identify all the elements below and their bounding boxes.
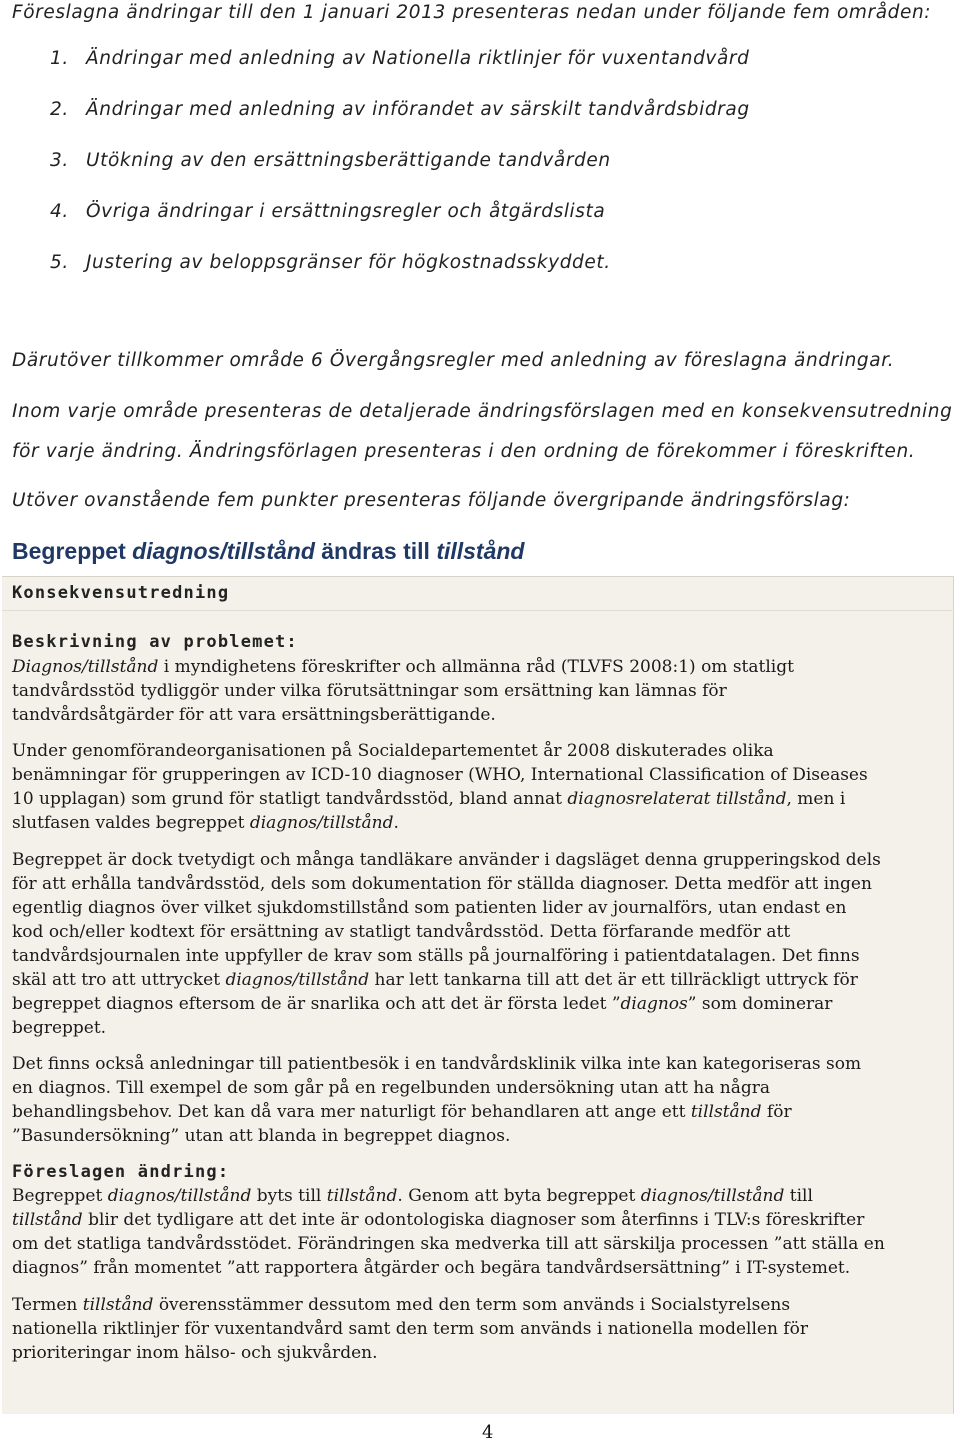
paragraph: Termen tillstånd överensstämmer dessutom med den term som används i Socialstyrelsens nationella riktlinjer för vuxentandvård samt den term som används i nationella modellen för prioriteringar inom hälso- och sjukvården.	[12, 1295, 808, 1363]
list-number: 3.	[50, 150, 69, 171]
box-border	[2, 576, 954, 577]
box-border	[953, 576, 954, 1414]
heading-text: Begreppet	[12, 538, 133, 564]
list-text: Övriga ändringar i ersättningsregler och åtgärdslista	[86, 201, 606, 222]
problem-description-label: Beskrivning av problemet:	[12, 632, 298, 652]
list-item	[50, 150, 611, 171]
heading-text: ändras till	[314, 538, 437, 564]
list-number: 4.	[50, 201, 69, 222]
intro-lead: Föreslagna ändringar till den 1 januari 2013 presenteras nedan under följande fem områden:	[12, 2, 932, 23]
list-number: 2.	[50, 99, 69, 120]
list-text: Justering av beloppsgränser för högkostnadsskyddet.	[86, 252, 611, 273]
list-item	[50, 99, 750, 120]
section-heading	[12, 538, 524, 565]
impact-assessment-label: Konsekvensutredning	[12, 583, 230, 603]
paragraph: Diagnos/tillstånd i myndighetens föreskrifter och allmänna råd (TLVFS 2008:1) om statligt tandvårdsstöd tydliggör under vilka förutsättningar som ersättning kan lämnas för tandvårdsåtgärder för att vara ersättningsberättigande.	[12, 657, 794, 725]
list-number: 1.	[50, 48, 69, 69]
paragraph: Det finns också anledningar till patientbesök i en tandvårdsklinik vilka inte kan kategoriseras som en diagnos. Till exempel de som går på en regelbunden undersökning utan att ha några behandlingsbehov. Det kan då vara mer naturligt för behandlaren att ange ett tillstånd för ”Basundersökning” utan att blanda in begreppet diagnos.	[12, 1054, 862, 1146]
list-text: Ändringar med anledning av införandet av särskilt tandvårdsbidrag	[86, 99, 750, 120]
list-text: Utökning av den ersättningsberättigande tandvården	[86, 150, 611, 171]
heading-term-new: tillstånd	[436, 538, 525, 564]
list-text: Ändringar med anledning av Nationella riktlinjer för vuxentandvård	[86, 48, 750, 69]
list-number: 5.	[50, 252, 69, 273]
list-item	[50, 201, 605, 222]
paragraph: Under genomförandeorganisationen på Socialdepartementet år 2008 diskuterades olika benämningar för grupperingen av ICD-10 diagnoser (WHO, International Classification of Diseases 10 upplagan) som grund för statligt tandvårdsstöd, bland annat diagnosrelaterat tillstånd, men i slutfasen valdes begreppet diagnos/tillstånd.	[12, 741, 868, 833]
intro-additional: Därutöver tillkommer område 6 Övergångsregler med anledning av föreslagna ändringar.	[12, 350, 895, 371]
intro-within-line-1: Inom varje område presenteras de detaljerade ändringsförslagen med en konsekvensutredning	[12, 401, 953, 422]
paragraph: Begreppet är dock tvetydigt och många tandläkare använder i dagsläget denna grupperingskod dels för att erhålla tandvårdsstöd, dels som dokumentation för ställda diagnoser. Detta medför att ingen egentlig diagnos över vilket sjukdomstillstånd som patienten lider av journalförs, utan endast en kod och/eller kodtext för ersättning av statligt tandvårdsstöd. Detta förfarande medför att tandvårdsjournalen inte uppfyller de krav som ställs på journalföring i patientdatalagen. Det finns skäl att tro att uttrycket diagnos/tillstånd har lett tankarna till att det är ett tillräckligt uttryck för begreppet diagnos eftersom de är snarlika och att det är första ledet ”diagnos” som dominerar begreppet.	[12, 850, 881, 1038]
paragraph: Begreppet diagnos/tillstånd byts till tillstånd. Genom att byta begreppet diagnos/tillstånd till tillstånd blir det tydligare att det inte är odontologiska diagnoser som återfinns i TLV:s föreskrifter om det statliga tandvårdsstödet. Förändringen ska medverka till att särskilja processen ”att ställa en diagnos” från momentet ”att rapportera åtgärder och begära tandvårdsersättning” i IT-systemet.	[12, 1186, 885, 1278]
proposed-change-label: Föreslagen ändring:	[12, 1162, 230, 1182]
heading-term-old: diagnos/tillstånd	[132, 538, 315, 564]
list-item	[50, 48, 749, 69]
page-number: 4	[482, 1422, 494, 1443]
intro-beyond: Utöver ovanstående fem punkter presenteras följande övergripande ändringsförslag:	[12, 490, 851, 511]
list-item	[50, 252, 611, 273]
box-divider	[2, 610, 954, 611]
intro-within-line-2: för varje ändring. Ändringsförlagen presenteras i den ordning de förekommer i föreskriften.	[12, 441, 916, 462]
